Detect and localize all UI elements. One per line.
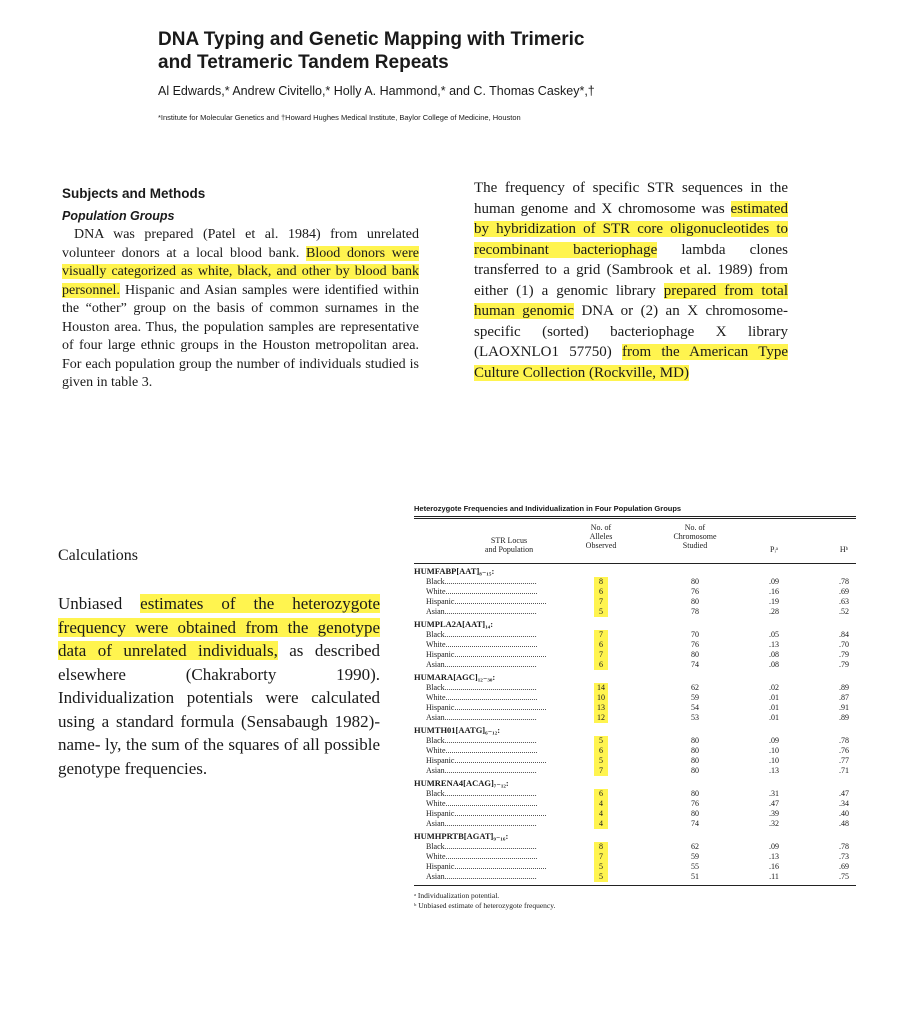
footnote-a: ᵃ Individualization potential. (414, 891, 500, 900)
h-cell: .69 (839, 587, 849, 596)
population-label: Hispanic (426, 809, 455, 818)
population-cell (426, 713, 566, 723)
table-row (414, 713, 856, 723)
dot-leader: .............................................. (444, 683, 537, 692)
population-label: White (426, 746, 446, 755)
pi-cell: .08 (769, 660, 779, 669)
dot-leader: .............................................. (445, 640, 538, 649)
table-row (414, 852, 856, 862)
table-row (414, 872, 856, 882)
dot-leader: .............................................. (444, 713, 537, 722)
chromosomes-cell: 51 (691, 872, 699, 881)
h-cell: .69 (839, 862, 849, 871)
chromosomes-cell: 59 (691, 693, 699, 702)
dot-leader: .............................................. (454, 862, 547, 871)
pi-cell: .28 (769, 607, 779, 616)
locus-group-heading: HUMPLA2A[AAT]₁₄: (414, 619, 494, 629)
table-row (414, 862, 856, 872)
population-label: White (426, 852, 446, 861)
dot-leader: .............................................. (445, 587, 538, 596)
calculations-paragraph (58, 592, 380, 780)
population-cell (426, 630, 566, 640)
locus-group-heading: HUMTH01[AATG]₆₋₁₂: (414, 725, 501, 735)
table-row (414, 597, 856, 607)
population-cell (426, 809, 566, 819)
h-cell: .63 (839, 597, 849, 606)
population-label: White (426, 799, 446, 808)
pi-cell: .05 (769, 630, 779, 639)
alleles-cell: 5 (594, 736, 608, 746)
h-cell: .34 (839, 799, 849, 808)
dot-leader: .............................................. (454, 703, 547, 712)
alleles-cell: 5 (594, 756, 608, 766)
table-row (414, 577, 856, 587)
table-header (414, 519, 856, 563)
chromosomes-cell: 80 (691, 650, 699, 659)
population-label: Hispanic (426, 597, 455, 606)
locus-group-heading: HUMRENA4[ACAG]₇₋₁₂: (414, 778, 509, 788)
table-row (414, 660, 856, 670)
str-frequency-paragraph (474, 178, 788, 383)
alleles-cell: 8 (594, 577, 608, 587)
h-cell: .76 (839, 746, 849, 755)
population-cell (426, 640, 566, 650)
highlighted-text: from the American Type Culture Collection (Rockville, MD) (474, 344, 788, 381)
dot-leader: .............................................. (444, 872, 537, 881)
population-label: White (426, 693, 446, 702)
table-row (414, 756, 856, 766)
h-cell: .79 (839, 650, 849, 659)
pi-column-header: Pᵢᵃ (770, 545, 778, 554)
alleles-cell: 6 (594, 789, 608, 799)
population-label: Hispanic (426, 756, 455, 765)
pi-cell: .13 (769, 766, 779, 775)
chromosomes-cell: 74 (691, 819, 699, 828)
table-row (414, 766, 856, 776)
subsection-heading: Population Groups (62, 209, 175, 223)
alleles-cell: 5 (594, 872, 608, 882)
h-cell: .87 (839, 693, 849, 702)
alleles-cell: 4 (594, 819, 608, 829)
population-label: Black (426, 577, 445, 586)
h-cell: .89 (839, 683, 849, 692)
pi-cell: .13 (769, 852, 779, 861)
population-label: Hispanic (426, 650, 455, 659)
h-cell: .52 (839, 607, 849, 616)
chromosomes-cell: 80 (691, 597, 699, 606)
paragraph-text: as described elsewhere (Chakraborty 1990). Individualization potentials were calculated using a standard formula (Sensabaugh 1982)-name- ly, the sum of the squares of all possible genotype frequencies. (58, 641, 380, 778)
population-label: White (426, 587, 446, 596)
h-cell: .75 (839, 872, 849, 881)
alleles-cell: 8 (594, 842, 608, 852)
population-cell (426, 852, 566, 862)
pi-cell: .19 (769, 597, 779, 606)
pi-cell: .02 (769, 683, 779, 692)
chromosomes-cell: 54 (691, 703, 699, 712)
chromosomes-cell: 76 (691, 640, 699, 649)
chromosomes-cell: 53 (691, 713, 699, 722)
population-label: Black (426, 789, 445, 798)
h-cell: .84 (839, 630, 849, 639)
dot-leader: .............................................. (444, 766, 537, 775)
table-caption: Heterozygote Frequencies and Individualization in Four Population Groups (414, 504, 682, 513)
dot-leader: .............................................. (445, 852, 538, 861)
table-row (414, 650, 856, 660)
dot-leader: .............................................. (454, 756, 547, 765)
dot-leader: .............................................. (445, 693, 538, 702)
table-body (414, 565, 856, 882)
chromosomes-cell: 80 (691, 746, 699, 755)
highlighted-text: estimates of the heterozygote frequency were obtained from the genotype data of unrelated individuals, (58, 594, 380, 660)
table-row (414, 683, 856, 693)
population-cell (426, 650, 566, 660)
dot-leader: .............................................. (444, 660, 537, 669)
header-text: Chromosome (673, 532, 717, 541)
affiliation: *Institute for Molecular Genetics and †Howard Hughes Medical Institute, Baylor College of Medicine, Houston (158, 113, 521, 122)
header-text: STR Locus (490, 536, 528, 545)
population-cell (426, 766, 566, 776)
h-cell: .89 (839, 713, 849, 722)
footnote-b: ᵇ Unbiased estimate of heterozygote frequency. (414, 901, 556, 910)
chromosomes-cell: 70 (691, 630, 699, 639)
pi-cell: .08 (769, 650, 779, 659)
alleles-cell: 7 (594, 597, 608, 607)
paragraph-text: DNA was prepared (Patel et al. 1984) from unrelated volunteer donors at a local blood bank. (62, 227, 419, 261)
chromosomes-cell: 76 (691, 799, 699, 808)
chromosomes-cell: 76 (691, 587, 699, 596)
population-label: Asian (426, 713, 445, 722)
chromosomes-cell: 80 (691, 577, 699, 586)
alleles-cell: 7 (594, 766, 608, 776)
population-label: Asian (426, 872, 445, 881)
chromosomes-cell: 78 (691, 607, 699, 616)
alleles-cell: 4 (594, 799, 608, 809)
dot-leader: .............................................. (444, 736, 537, 745)
alleles-cell: 6 (594, 640, 608, 650)
population-cell (426, 736, 566, 746)
h-cell: .70 (839, 640, 849, 649)
dot-leader: .............................................. (454, 597, 547, 606)
h-cell: .73 (839, 852, 849, 861)
pi-cell: .32 (769, 819, 779, 828)
locus-group-heading: HUMFABP[AAT]₈₋₁₅: (414, 566, 495, 576)
locus-column-header (454, 536, 564, 554)
population-paragraph (62, 226, 419, 393)
title-line-2: and Tetrameric Tandem Repeats (158, 52, 449, 73)
chromosomes-cell: 80 (691, 766, 699, 775)
alleles-cell: 14 (594, 683, 608, 693)
population-label: Black (426, 630, 445, 639)
pi-cell: .47 (769, 799, 779, 808)
locus-group-heading: HUMHPRTB[AGAT]₉₋₁₆: (414, 831, 509, 841)
h-cell: .71 (839, 766, 849, 775)
alleles-cell: 4 (594, 809, 608, 819)
author-list: Al Edwards,* Andrew Civitello,* Holly A. Hammond,* and C. Thomas Caskey*,† (158, 84, 595, 98)
h-cell: .40 (839, 809, 849, 818)
table-row (414, 693, 856, 703)
population-cell (426, 693, 566, 703)
h-cell: .91 (839, 703, 849, 712)
dot-leader: .............................................. (444, 607, 537, 616)
population-label: Hispanic (426, 862, 455, 871)
dot-leader: .............................................. (444, 819, 537, 828)
alleles-cell: 5 (594, 862, 608, 872)
heterozygote-table (414, 504, 856, 911)
chromosomes-cell: 62 (691, 683, 699, 692)
header-text: Studied (682, 541, 708, 550)
chromosomes-cell: 80 (691, 809, 699, 818)
chromosome-column-header (659, 523, 731, 550)
population-label: Black (426, 736, 445, 745)
population-cell (426, 660, 566, 670)
alleles-cell: 5 (594, 607, 608, 617)
table-row (414, 842, 856, 852)
pi-cell: .39 (769, 809, 779, 818)
title-line-1: DNA Typing and Genetic Mapping with Trimeric (158, 29, 585, 50)
population-cell (426, 577, 566, 587)
header-text: Observed (585, 541, 617, 550)
dot-leader: .............................................. (444, 630, 537, 639)
population-label: Hispanic (426, 703, 455, 712)
table-row (414, 746, 856, 756)
alleles-cell: 7 (594, 630, 608, 640)
pi-cell: .09 (769, 577, 779, 586)
table-row (414, 703, 856, 713)
highlighted-text: Blood donors were visually categorized as white, black, and other by blood bank personnel. (62, 245, 419, 298)
h-column-header: Hᵇ (839, 545, 849, 554)
highlighted-text: estimated by hybridization of STR core oligonucleotides to recombinant bacteriophage (474, 200, 788, 258)
locus-group-heading: HUMARA[AGC]₁₂₋₃₀: (414, 672, 496, 682)
table-footnotes (414, 891, 856, 911)
table-row (414, 789, 856, 799)
header-text: No. of (590, 523, 612, 532)
population-label: Asian (426, 660, 445, 669)
table-row (414, 736, 856, 746)
chromosomes-cell: 55 (691, 862, 699, 871)
population-cell (426, 746, 566, 756)
table-row (414, 607, 856, 617)
pi-cell: .10 (769, 746, 779, 755)
population-cell (426, 756, 566, 766)
paragraph-text: lambda clones transferred to a grid (Sambrook et al. 1989) from either (1) a genomic library (474, 241, 788, 299)
pi-cell: .31 (769, 789, 779, 798)
population-cell (426, 607, 566, 617)
population-label: Black (426, 683, 445, 692)
highlighted-text: prepared from total human genomic (474, 282, 788, 319)
h-cell: .79 (839, 660, 849, 669)
paragraph-text: Unbiased (58, 594, 141, 613)
dot-leader: .............................................. (454, 650, 547, 659)
header-text: Alleles (589, 532, 613, 541)
chromosomes-cell: 80 (691, 789, 699, 798)
header-text: No. of (684, 523, 706, 532)
alleles-cell: 6 (594, 746, 608, 756)
population-cell (426, 703, 566, 713)
h-cell: .78 (839, 736, 849, 745)
subjects-methods-section (62, 186, 419, 393)
h-cell: .48 (839, 819, 849, 828)
alleles-cell: 7 (594, 852, 608, 862)
population-cell (426, 842, 566, 852)
population-label: Black (426, 842, 445, 851)
h-cell: .78 (839, 577, 849, 586)
table-row (414, 809, 856, 819)
pi-cell: .10 (769, 756, 779, 765)
population-cell (426, 683, 566, 693)
pi-cell: .01 (769, 703, 779, 712)
table-row (414, 630, 856, 640)
chromosomes-cell: 80 (691, 736, 699, 745)
alleles-cell: 12 (594, 713, 608, 723)
h-cell: .78 (839, 842, 849, 851)
h-cell: .47 (839, 789, 849, 798)
table-row (414, 640, 856, 650)
population-cell (426, 597, 566, 607)
population-cell (426, 862, 566, 872)
population-label: White (426, 640, 446, 649)
chromosomes-cell: 62 (691, 842, 699, 851)
paragraph-text: DNA or (2) an X chromosome-specific (sorted) bacteriophage X library (LAOXNLO1 57750) (474, 303, 788, 360)
population-label: Asian (426, 766, 445, 775)
pi-cell: .11 (769, 872, 779, 881)
paragraph-text: The frequency of specific STR sequences in the human genome and X chromosome was (474, 180, 788, 217)
pi-cell: .16 (769, 862, 779, 871)
population-cell (426, 799, 566, 809)
dot-leader: .............................................. (444, 842, 537, 851)
calculations-heading: Calculations (58, 547, 138, 564)
dot-leader: .............................................. (444, 789, 537, 798)
chromosomes-cell: 80 (691, 756, 699, 765)
header-text: and Population (484, 545, 534, 554)
dot-leader: .............................................. (444, 577, 537, 586)
pi-cell: .16 (769, 587, 779, 596)
alleles-column-header (574, 523, 628, 550)
table-row (414, 587, 856, 597)
alleles-cell: 6 (594, 660, 608, 670)
pi-cell: .01 (769, 713, 779, 722)
pi-cell: .13 (769, 640, 779, 649)
alleles-cell: 6 (594, 587, 608, 597)
population-cell (426, 819, 566, 829)
population-label: Asian (426, 819, 445, 828)
h-cell: .77 (839, 756, 849, 765)
table-row (414, 799, 856, 809)
paragraph-text: Hispanic and Asian samples were identified within the “other” group on the basis of common surnames in the Houston area. Thus, the population samples are representative of four large ethnic groups in the Houston metropolitan area. For each population group the number of individuals studied is given in table 3. (62, 282, 419, 390)
pi-cell: .01 (769, 693, 779, 702)
alleles-cell: 13 (594, 703, 608, 713)
population-cell (426, 789, 566, 799)
population-cell (426, 587, 566, 597)
population-label: Asian (426, 607, 445, 616)
dot-leader: .............................................. (445, 799, 538, 808)
alleles-cell: 7 (594, 650, 608, 660)
paper-title (158, 28, 584, 74)
dot-leader: .............................................. (445, 746, 538, 755)
table-row (414, 819, 856, 829)
pi-cell: .09 (769, 736, 779, 745)
chromosomes-cell: 59 (691, 852, 699, 861)
chromosomes-cell: 74 (691, 660, 699, 669)
population-cell (426, 872, 566, 882)
pi-cell: .09 (769, 842, 779, 851)
alleles-cell: 10 (594, 693, 608, 703)
section-heading: Subjects and Methods (62, 186, 206, 201)
dot-leader: .............................................. (454, 809, 547, 818)
